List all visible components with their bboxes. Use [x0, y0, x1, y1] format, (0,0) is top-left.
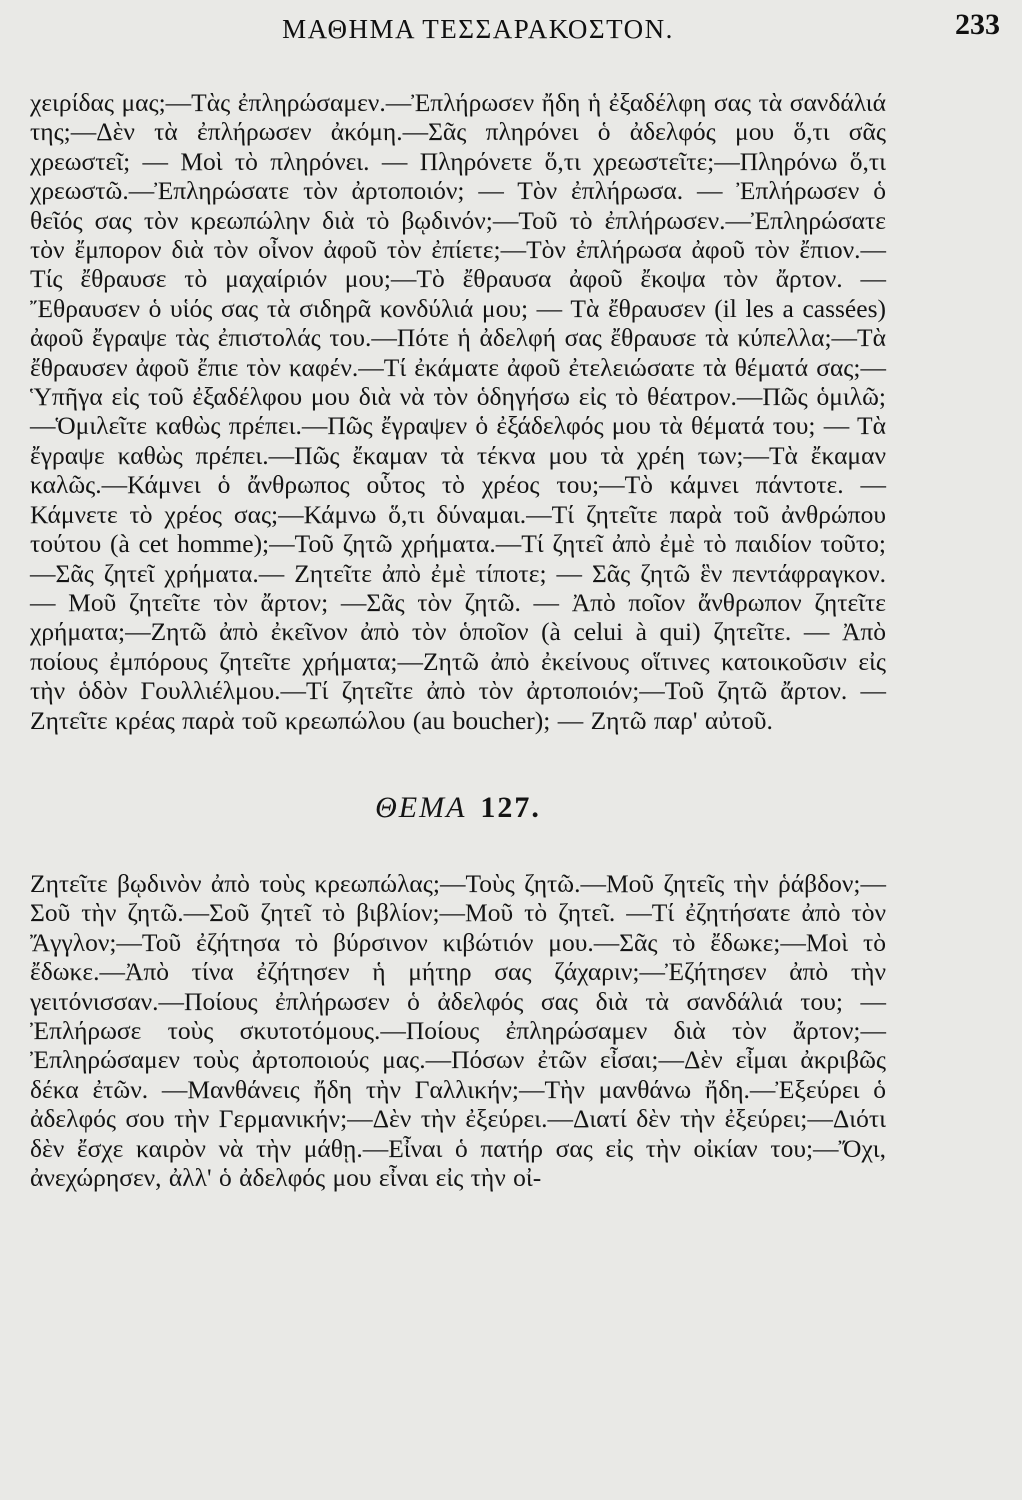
page-title: ΜΑΘΗΜΑ ΤΕΣΣΑΡΑΚΟΣΤΟΝ.	[282, 14, 674, 44]
exercise-paragraph: Ζητεῖτε βῳδινὸν ἀπὸ τοὺς κρεωπώλας;—Τοὺς ζητῶ.—Μοῦ ζητεῖς τὴν ῥάβδον;—Σοῦ τὴν ζητῶ.—Σοῦ ζητεῖ τὸ βιβλίον;—Μοῦ τὸ ζητεῖ. —Τί ἐζητήσατε ἀπὸ τὸν Ἄγγλον;—Τοῦ ἐζήτησα τὸ βύρσινον κιβώτιόν μου.—Σᾶς τὸ ἔδωκε;—Μοὶ τὸ ἔδωκε.—Ἀπὸ τίνα ἐζήτησεν ἡ μήτηρ σας ζάχαριν;—Ἐζήτησεν ἀπὸ τὴν γειτόνισσαν.—Ποίους ἐπλήρωσεν ὁ ἀδελφός σας διὰ τὰ σανδάλιά του; — Ἐπλήρωσε τοὺς σκυτοτόμους.—Ποίους ἐπληρώσαμεν διὰ τὸν ἄρτον;—Ἐπληρώσαμεν τοὺς ἀρτοποιούς μας.—Πόσων ἐτῶν εἶσαι;—Δὲν εἶμαι ἀκριβῶς δέκα ἐτῶν. —Μανθάνεις ἤδη τὴν Γαλλικήν;—Τὴν μανθάνω ἤδη.—Ἐξεύρει ὁ ἀδελφός σου τὴν Γερμανικήν;—Δὲν τὴν ἐξεύρει.—Διατί δὲν τὴν ἐξεύρει;—Διότι δὲν ἔσχε καιρὸν νὰ τὴν μάθῃ.—Εἶναι ὁ πατήρ σας εἰς τὴν οἰκίαν του;—Ὄχι, ἀνεχώρησεν, ἀλλ' ὁ ἀδελφός μου εἶναι εἰς τὴν οἰ-	[30, 868, 886, 1192]
running-head	[30, 8, 1000, 52]
page-number: 233	[955, 8, 1000, 41]
exercise-text-block	[30, 869, 886, 1192]
exercise-heading-number: 127.	[480, 790, 541, 824]
lesson-text-block	[30, 88, 886, 735]
exercise-heading-word: ΘΕΜΑ	[375, 790, 467, 824]
lesson-paragraph: χειρίδας μας;—Τὰς ἐπληρώσαμεν.—Ἐπλήρωσεν ἤδη ἡ ἐξαδέλφη σας τὰ σανδάλιά της;—Δὲν τὰ ἐπλήρωσεν ἀκόμη.—Σᾶς πληρόνει ὁ ἀδελφός μου ὅ,τι σᾶς χρεωστεῖ; — Μοὶ τὸ πληρόνει. — Πληρόνετε ὅ,τι χρεωστεῖτε;—Πληρόνω ὅ,τι χρεωστῶ.—Ἐπληρώσατε τὸν ἀρτοποιόν; — Τὸν ἐπλήρωσα. — Ἐπλήρωσεν ὁ θεῖός σας τὸν κρεωπώλην διὰ τὸ βῳδινόν;—Τοῦ τὸ ἐπλήρωσεν.—Ἐπληρώσατε τὸν ἔμπορον διὰ τὸν οἶνον ἀφοῦ τὸν ἐπίετε;—Τὸν ἐπλήρωσα ἀφοῦ τὸν ἔπιον.—Τίς ἔθραυσε τὸ μαχαίριόν μου;—Τὸ ἔθραυσα ἀφοῦ ἔκοψα τὸν ἄρτον. — Ἔθραυσεν ὁ υἱός σας τὰ σιδηρᾶ κονδύλιά μου; — Τὰ ἔθραυσεν (il les a cassées) ἀφοῦ ἔγραψε τὰς ἐπιστολάς του.—Πότε ἡ ἀδελφή σας ἔθραυσε τὰ κύπελλα;—Τὰ ἔθραυσεν ἀφοῦ ἔπιε τὸν καφέν.—Τί ἐκάματε ἀφοῦ ἐτελειώσατε τὰ θέματά σας;—Ὑπῆγα εἰς τοῦ ἐξαδέλφου μου διὰ νὰ τὸν ὁδηγήσω εἰς τὸ θέατρον.—Πῶς ὁμιλῶ;—Ὁμιλεῖτε καθὼς πρέπει.—Πῶς ἔγραψεν ὁ ἐξάδελφός μου τὰ θέματά του; — Τὰ ἔγραψε καθὼς πρέπει.—Πῶς ἔκαμαν τὰ τέκνα μου τὰ χρέη των;—Τὰ ἔκαμαν καλῶς.—Κάμνει ὁ ἄνθρωπος οὗτος τὸ χρέος του;—Τὸ κάμνει πάντοτε. —Κάμνετε τὸ χρέος σας;—Κάμνω ὅ,τι δύναμαι.—Τί ζητεῖτε παρὰ τοῦ ἀνθρώπου τούτου (à cet homme);—Τοῦ ζητῶ χρήματα.—Τί ζητεῖ ἀπὸ ἐμὲ τὸ παιδίον τοῦτο;—Σᾶς ζητεῖ χρήματα.— Ζητεῖτε ἀπὸ ἐμὲ τίποτε; — Σᾶς ζητῶ ἓν πεντάφραγκον. — Μοῦ ζητεῖτε τὸν ἄρτον; —Σᾶς τὸν ζητῶ. — Ἀπὸ ποῖον ἄνθρωπον ζητεῖτε χρήματα;—Ζητῶ ἀπὸ ἐκεῖνον ἀπὸ τὸν ὁποῖον (à celui à qui) ζητεῖτε. — Ἀπὸ ποίους ἐμπόρους ζητεῖτε χρήματα;—Ζητῶ ἀπὸ ἐκείνους οἵτινες κατοικοῦσιν εἰς τὴν ὁδὸν Γουλλιέλμου.—Τί ζητεῖτε ἀπὸ τὸν ἀρτοποιόν;—Τοῦ ζητῶ ἄρτον. — Ζητεῖτε κρέας παρὰ τοῦ κρεωπώλου (au boucher); — Ζητῶ παρ' αὐτοῦ.	[30, 88, 886, 735]
exercise-heading	[30, 791, 886, 825]
